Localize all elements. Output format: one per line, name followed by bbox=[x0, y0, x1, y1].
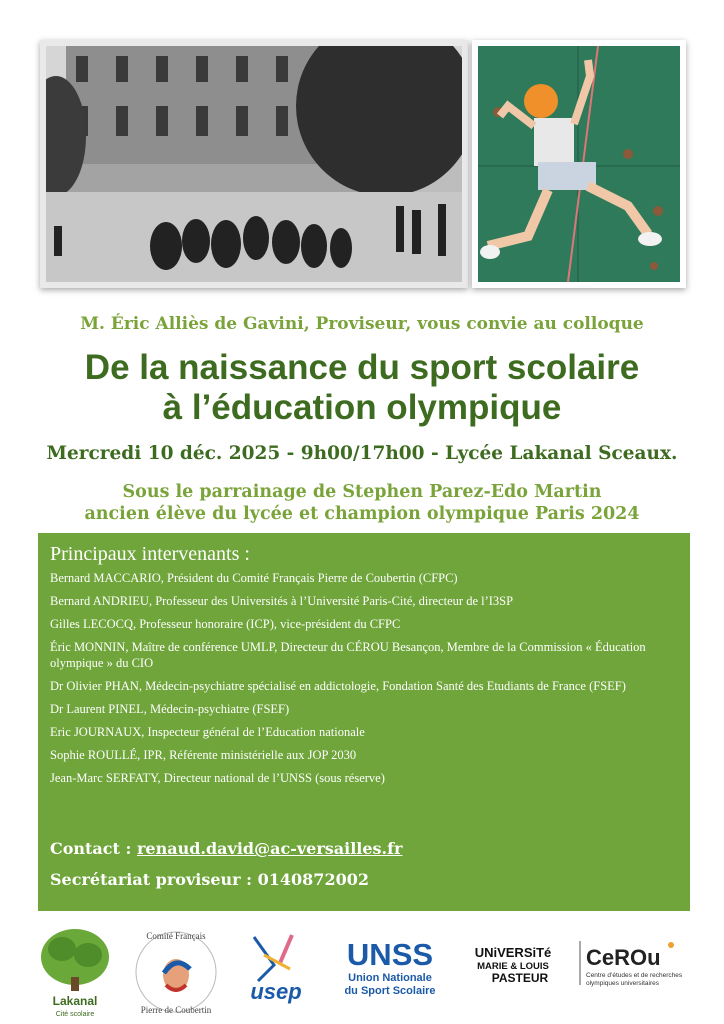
speakers-panel bbox=[38, 533, 690, 911]
unss-sub-2: du Sport Scolaire bbox=[344, 985, 436, 997]
lakanal-name: Lakanal bbox=[52, 994, 98, 1008]
event-date-location: Mercredi 10 déc. 2025 - 9h00/17h00 - Lycée Lakanal Sceaux. bbox=[46, 443, 678, 464]
climber-image bbox=[478, 46, 680, 282]
contact-label: Contact : bbox=[50, 839, 137, 858]
lakanal-sub: Cité scolaire bbox=[55, 1011, 95, 1018]
patron-line-1: Sous le parrainage de Stephen Parez-Edo Martin bbox=[122, 482, 602, 502]
cfpc-logo bbox=[130, 925, 222, 1019]
speaker-item: Eric JOURNAUX, Inspecteur général de l’Education nationale bbox=[50, 725, 365, 739]
contact-email-link[interactable]: renaud.david@ac-versailles.fr bbox=[136, 839, 403, 858]
usep-icon bbox=[234, 925, 318, 1019]
tree-icon bbox=[36, 925, 114, 1019]
university-logo bbox=[458, 925, 568, 1019]
univ-line-3: PASTEUR bbox=[491, 971, 549, 985]
speaker-item: Éric MONNIN, Maître de conférence UMLP, Directeur du CÉROU Besançon, Membre de la Commission « Éducation olympique » du CIO bbox=[50, 640, 646, 670]
coubertin-icon bbox=[130, 925, 222, 1019]
cerou-sub-1: Centre d’études et de recherches bbox=[586, 972, 683, 979]
historic-photo bbox=[40, 40, 468, 288]
partner-logos bbox=[30, 925, 694, 1020]
usep-logo bbox=[234, 925, 318, 1019]
unss-logo bbox=[332, 925, 450, 1019]
patronage bbox=[0, 481, 724, 525]
speaker-item: Dr Olivier PHAN, Médecin-psychiatre spécialisé en addictologie, Fondation Santé des Etudiants de France (FSEF) bbox=[50, 679, 626, 693]
cerou-sub-2: olympiques universitaires bbox=[586, 980, 659, 987]
usep-text: usep bbox=[250, 979, 302, 1004]
univ-line-2: MARIE & LOUIS bbox=[477, 961, 549, 972]
event-title bbox=[0, 348, 724, 428]
speaker-item: Gilles LECOCQ, Professeur honoraire (ICP), vice-président du CFPC bbox=[50, 617, 401, 631]
cerou-icon bbox=[576, 925, 694, 1019]
cerou-text: CeROu bbox=[586, 945, 661, 970]
lakanal-logo bbox=[36, 925, 114, 1019]
speaker-item: Sophie ROULLÉ, IPR, Référente ministérielle aux JOP 2030 bbox=[50, 748, 357, 762]
university-icon bbox=[458, 925, 568, 1019]
speaker-item: Bernard MACCARIO, Président du Comité Français Pierre de Coubertin (CFPC) bbox=[50, 571, 458, 585]
secretariat-phone: Secrétariat proviseur : 0140872002 bbox=[50, 870, 369, 889]
cerou-logo bbox=[576, 925, 694, 1019]
speaker-item: Jean-Marc SERFATY, Directeur national de l’UNSS (sous réserve) bbox=[50, 771, 385, 785]
speakers-heading: Principaux intervenants : bbox=[50, 543, 250, 565]
header-photos bbox=[38, 38, 688, 296]
cfpc-bottom-text: Pierre de Coubertin bbox=[140, 1005, 212, 1015]
title-line-1: De la naissance du sport scolaire bbox=[84, 348, 640, 387]
title-line-2: à l’éducation olympique bbox=[162, 388, 562, 427]
contact-line bbox=[50, 839, 402, 858]
speaker-item: Bernard ANDRIEU, Professeur des Universités à l’Université Paris-Cité, directeur de l’I3SP bbox=[50, 594, 514, 608]
historic-race-image bbox=[46, 46, 462, 282]
unss-sub-1: Union Nationale bbox=[348, 972, 432, 984]
unss-icon bbox=[332, 925, 450, 1019]
univ-line-1: UNiVERSiTé bbox=[474, 945, 552, 960]
patron-line-2: ancien élève du lycée et champion olympique Paris 2024 bbox=[84, 504, 640, 524]
speaker-item: Dr Laurent PINEL, Médecin-psychiatre (FSEF) bbox=[50, 702, 290, 716]
unss-text: UNSS bbox=[346, 937, 434, 972]
invitation-line: M. Éric Alliès de Gavini, Proviseur, vous convie au colloque bbox=[80, 314, 644, 334]
cfpc-top-text: Comité Français bbox=[146, 931, 206, 941]
climbing-photo bbox=[472, 40, 686, 288]
